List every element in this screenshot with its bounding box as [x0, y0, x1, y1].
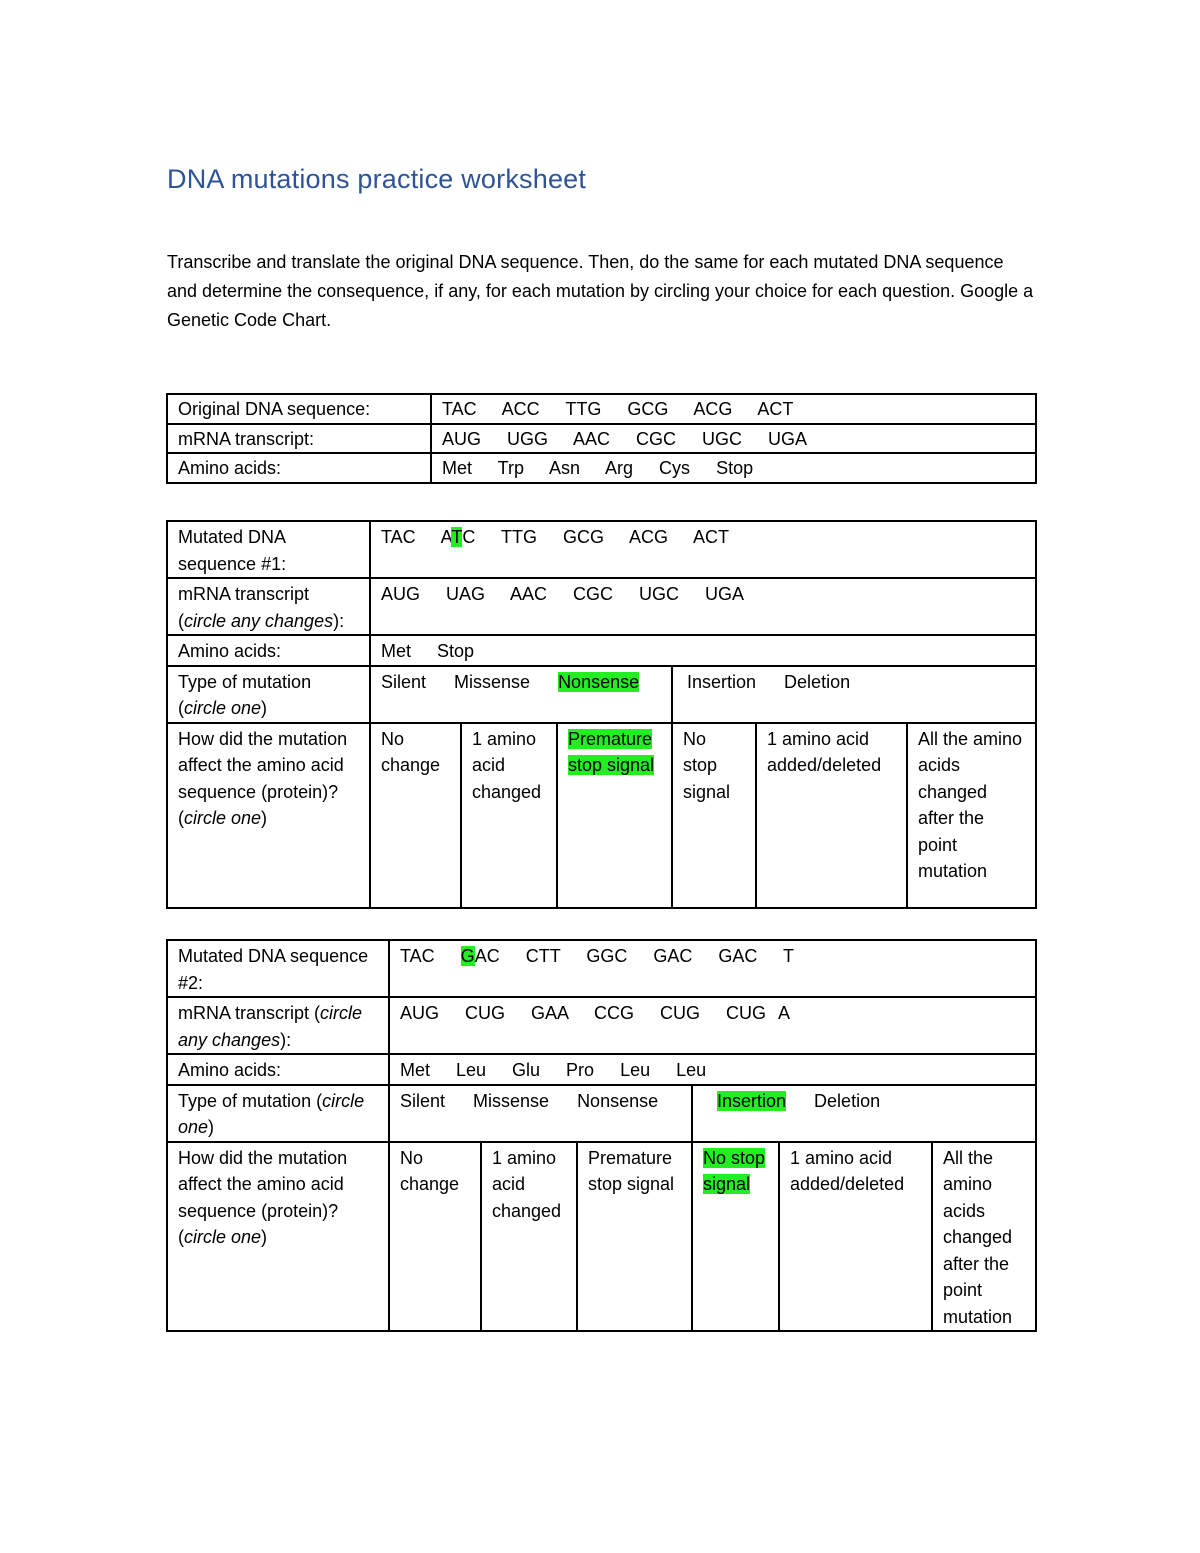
original-sequence-table — [166, 393, 1037, 484]
choice-nonsense[interactable]: Nonsense — [577, 1090, 659, 1111]
row-label: Amino acids: — [167, 635, 370, 666]
label-text: ): — [333, 610, 345, 631]
choice-deletion[interactable]: Deletion — [784, 671, 851, 692]
label-italic: circle one — [178, 1090, 365, 1137]
mutation-type-choices — [370, 666, 672, 723]
effect-label: No change — [400, 1147, 460, 1194]
mutation-highlight: T — [451, 527, 463, 547]
dna-part: C TTG GCG ACG ACT — [462, 527, 730, 547]
label-text: ) — [261, 808, 268, 828]
label-italic: circle one — [184, 698, 262, 718]
effect-choice-selected[interactable] — [692, 1142, 779, 1332]
label-text: How did the mutation affect the amino acid sequence (protein)? ( — [178, 728, 348, 828]
mutation-type-choices — [672, 666, 1036, 723]
effect-label: No stop signal — [683, 728, 731, 802]
label-text: ) — [261, 1227, 268, 1247]
effect-choice[interactable] — [577, 1142, 692, 1332]
table-row — [167, 453, 1036, 483]
mrna-sequence: AUG UGG AAC CGC UGC UGA — [431, 424, 1036, 454]
effect-choice[interactable] — [907, 723, 1036, 908]
choice-deletion[interactable]: Deletion — [814, 1090, 881, 1111]
mutation-highlight: G — [460, 946, 475, 966]
row-label — [167, 1085, 389, 1142]
table-row — [167, 1142, 1036, 1332]
table-row — [167, 997, 1036, 1054]
row-label — [167, 666, 370, 723]
label-italic: circle any changes — [178, 1003, 363, 1050]
mutation-type-choices — [389, 1085, 692, 1142]
table-row — [167, 424, 1036, 454]
row-label: Original DNA sequence: — [167, 394, 431, 424]
row-label — [167, 723, 370, 908]
row-label — [167, 1142, 389, 1332]
effect-label: 1 amino acid changed — [472, 728, 542, 802]
amino-acid-sequence: Met Trp Asn Arg Cys Stop — [431, 453, 1036, 483]
mutation-1-table — [166, 520, 1037, 909]
effect-label: 1 amino acid changed — [492, 1147, 562, 1221]
dna-sequence: TAC ACC TTG GCG ACG ACT — [431, 394, 1036, 424]
effect-label: 1 amino acid added/deleted — [767, 728, 882, 775]
table-row — [167, 635, 1036, 666]
table-row — [167, 578, 1036, 635]
effect-label: No stop signal — [703, 1147, 766, 1194]
effect-choice[interactable] — [932, 1142, 1036, 1332]
effect-choice[interactable] — [756, 723, 907, 908]
mutated-dna-sequence — [370, 521, 1036, 578]
dna-part: TAC A — [381, 527, 452, 547]
choice-nonsense-selected[interactable]: Nonsense — [558, 671, 640, 692]
choice-silent[interactable]: Silent — [400, 1090, 446, 1111]
effect-choice[interactable] — [779, 1142, 932, 1332]
mutation-2-table — [166, 939, 1037, 1332]
effect-choice[interactable] — [672, 723, 756, 908]
choice-insertion[interactable]: Insertion — [687, 671, 757, 692]
choice-silent[interactable]: Silent — [381, 671, 427, 692]
table-row — [167, 723, 1036, 908]
row-label: Amino acids: — [167, 1054, 389, 1085]
row-label: Mutated DNA sequence #2: — [167, 940, 389, 997]
amino-acids-input[interactable]: Met Leu Glu Pro Leu Leu — [389, 1054, 1036, 1085]
row-label — [167, 578, 370, 635]
label-italic: circle any changes — [184, 610, 334, 631]
effect-choice-selected[interactable] — [557, 723, 672, 908]
mrna-transcript-input[interactable]: AUG UAG AAC CGC UGC UGA — [370, 578, 1036, 635]
label-italic: circle one — [184, 1227, 262, 1247]
table-row — [167, 394, 1036, 424]
choice-missense[interactable]: Missense — [454, 671, 531, 692]
table-row — [167, 1054, 1036, 1085]
table-row — [167, 521, 1036, 578]
effect-choice[interactable] — [481, 1142, 577, 1332]
instructions: Transcribe and translate the original DNA sequence. Then, do the same for each mutated DNA sequence and determine the consequence, if any, for each mutation by circling your choice for each question. Google a Genetic Code Chart. — [167, 252, 1034, 330]
row-label: Mutated DNA sequence #1: — [167, 521, 370, 578]
effect-label: Premature stop signal — [588, 1147, 675, 1194]
effect-label: Premature stop signal — [568, 728, 655, 775]
effect-label: All the amino acids changed after the point mutation — [943, 1147, 1013, 1327]
effect-choice[interactable] — [370, 723, 461, 908]
effect-choice[interactable] — [389, 1142, 481, 1332]
amino-acids-input[interactable]: Met Stop — [370, 635, 1036, 666]
label-text: ) — [208, 1117, 215, 1137]
row-label — [167, 997, 389, 1054]
effect-choice[interactable] — [461, 723, 557, 908]
mutation-type-choices — [692, 1085, 1036, 1142]
label-italic: circle one — [184, 808, 262, 828]
label-text: mRNA transcript ( — [178, 584, 310, 631]
row-label: Amino acids: — [167, 453, 431, 483]
effect-label: All the amino acids changed after the point mutation — [918, 728, 1023, 881]
label-text: Type of mutation ( — [178, 1090, 323, 1111]
mrna-transcript-input[interactable]: AUG CUG GAA CCG CUG CUG A — [389, 997, 1036, 1054]
table-row — [167, 940, 1036, 997]
page-title: DNA mutations practice worksheet — [167, 164, 587, 194]
choice-insertion-selected[interactable]: Insertion — [717, 1090, 787, 1111]
label-text: mRNA transcript ( — [178, 1003, 321, 1023]
label-text: How did the mutation affect the amino acid sequence (protein)? ( — [178, 1147, 348, 1247]
row-label: mRNA transcript: — [167, 424, 431, 454]
mutated-dna-sequence — [389, 940, 1036, 997]
choice-missense[interactable]: Missense — [473, 1090, 550, 1111]
label-text: Type of mutation ( — [178, 671, 312, 718]
label-text: ): — [280, 1029, 292, 1050]
label-text: ) — [261, 698, 268, 718]
dna-part: AC CTT GGC GAC GAC T — [474, 946, 795, 966]
effect-label: No change — [381, 728, 441, 775]
dna-part: TAC — [400, 946, 461, 966]
table-row — [167, 666, 1036, 723]
table-row — [167, 1085, 1036, 1142]
effect-label: 1 amino acid added/deleted — [790, 1147, 905, 1194]
